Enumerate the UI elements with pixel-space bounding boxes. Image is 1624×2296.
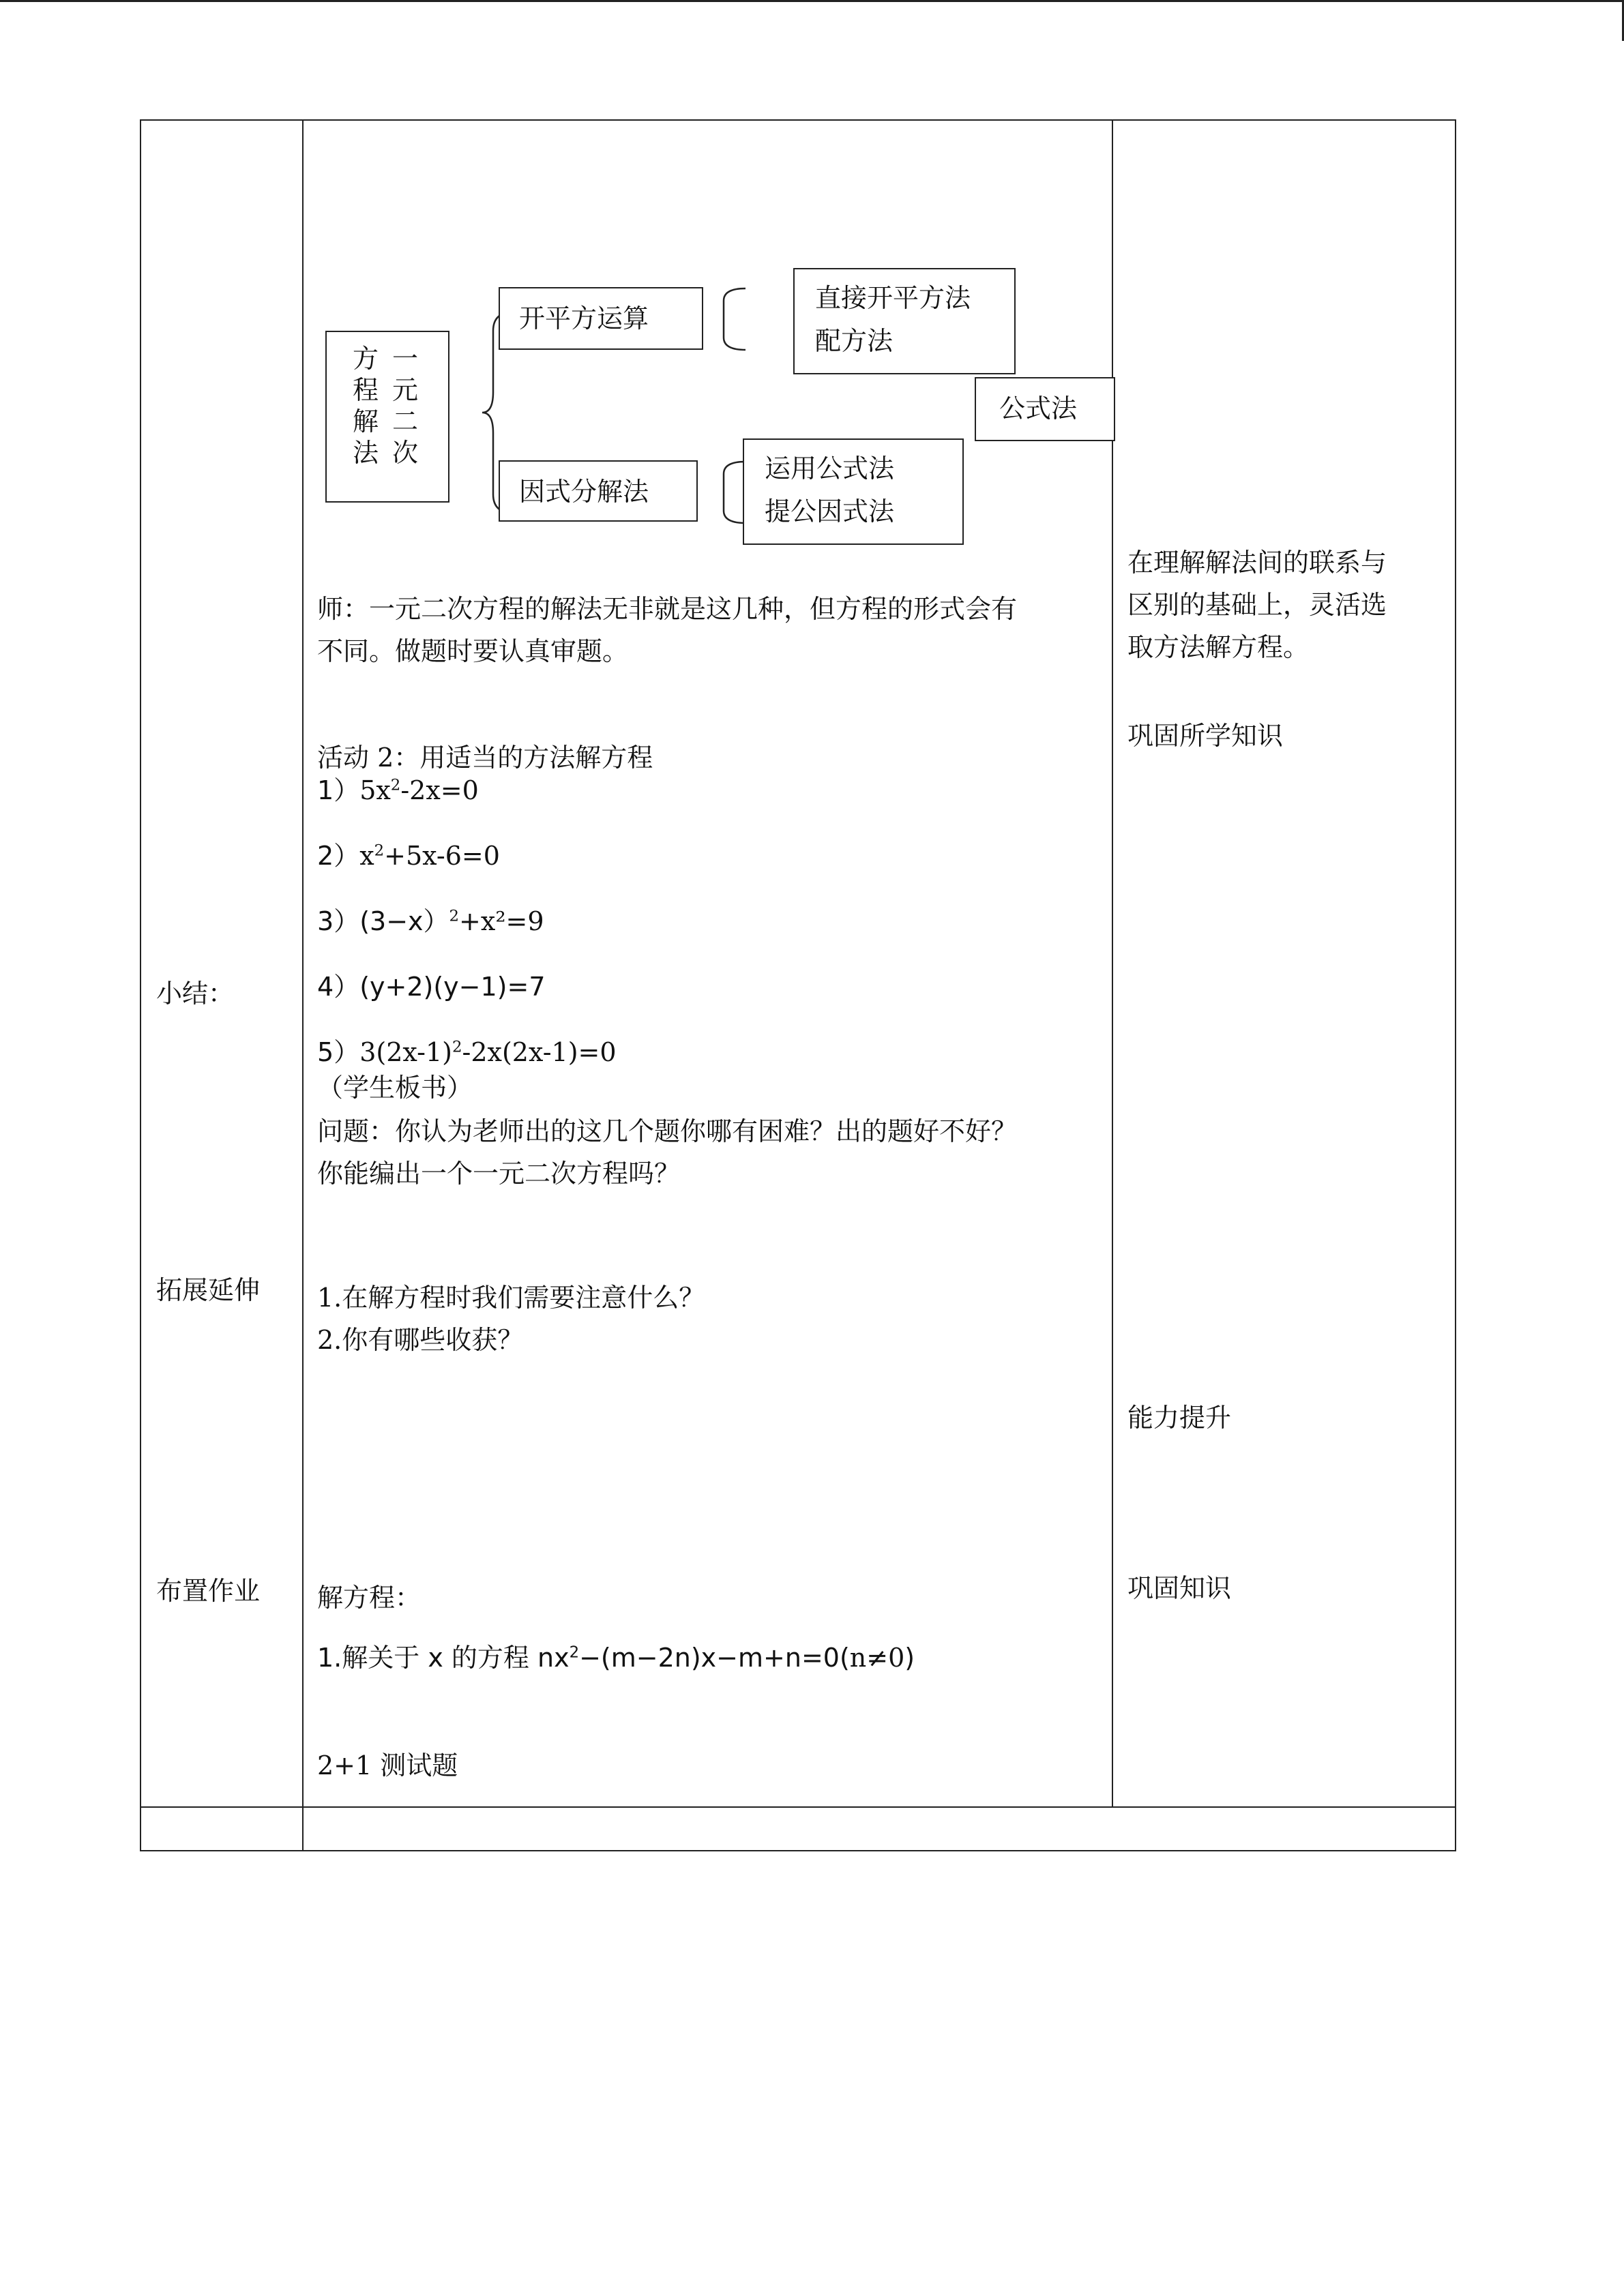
branch-bottom-label: 因式分解法 xyxy=(519,477,649,507)
equation-5: $5)3(2x-1)^2-2x(2x-1)=0$ xyxy=(317,1037,617,1067)
summary-label: 小结： xyxy=(156,979,235,1009)
diagram-root-box xyxy=(325,331,449,503)
table-row-divider xyxy=(140,1806,1456,1808)
note-line-1: 在理解解法间的联系与 xyxy=(1127,548,1387,578)
page-top-border xyxy=(0,0,1624,2)
question-line-2: 你能编出一个一元二次方程吗？ xyxy=(317,1159,681,1189)
note-ability: 能力提升 xyxy=(1127,1403,1232,1433)
board-note: （学生板书） xyxy=(317,1073,473,1103)
equation-4: 4）(y+2)(y−1)=7 xyxy=(317,972,546,1002)
homework-label: 布置作业 xyxy=(156,1576,261,1606)
teacher-line-2: 不同。做题时要认真审题。 xyxy=(317,636,629,666)
column-divider-2 xyxy=(1112,119,1113,1808)
branch-box-bottom xyxy=(499,460,698,522)
root-text-col1: 一元二次 xyxy=(392,344,418,468)
homework-item-1: 1.解关于 x 的方程 $nx^2-(m-2n)x-m+n=0(n\ne 0)$ xyxy=(317,1643,915,1673)
equation-1: $1)5x^2-2x=0$ xyxy=(317,775,479,805)
summary-question-1: 1.在解方程时我们需要注意什么？ xyxy=(317,1283,705,1313)
formula-method-box xyxy=(975,377,1115,441)
summary-question-2: 2.你有哪些收获？ xyxy=(317,1325,524,1355)
table-right-border xyxy=(1455,119,1456,1851)
equation-3: 3）(3−x）$^2$+x²=9 xyxy=(317,906,544,936)
method-completing-square: 配方法 xyxy=(815,326,894,356)
root-text-col2: 方程解法 xyxy=(352,344,379,468)
lesson-table xyxy=(140,119,1456,1851)
test-label: 2+1 测试题 xyxy=(317,1750,458,1780)
top-methods-brace xyxy=(718,287,748,351)
note-line-3: 取方法解方程。 xyxy=(1127,632,1310,662)
activity-title: 活动 2：用适当的方法解方程 xyxy=(317,743,653,773)
method-common-factor: 提公因式法 xyxy=(765,496,895,526)
table-left-border xyxy=(140,119,141,1851)
branch-box-top xyxy=(499,287,703,350)
note-consolidate: 巩固所学知识 xyxy=(1127,721,1284,751)
formula-method-label: 公式法 xyxy=(999,393,1078,423)
equation-2: $2)x^2+5x-6=0$ xyxy=(317,841,500,871)
note-line-2: 区别的基础上，灵活选 xyxy=(1127,590,1387,620)
bottom-methods-box xyxy=(743,438,964,545)
column-divider-1 xyxy=(302,119,304,1851)
extension-label: 拓展延伸 xyxy=(156,1275,261,1305)
teacher-line-1: 师：一元二次方程的解法无非就是这几种，但方程的形式会有 xyxy=(317,594,1018,624)
note-knowledge: 巩固知识 xyxy=(1127,1573,1232,1603)
table-top-border xyxy=(140,119,1456,121)
method-formula-factoring: 运用公式法 xyxy=(765,453,895,483)
top-methods-box xyxy=(793,268,1016,374)
branch-top-label: 开平方运算 xyxy=(519,303,649,333)
question-line-1: 问题：你认为老师出的这几个题你哪有困难？出的题好不好？ xyxy=(317,1116,1018,1146)
table-bottom-border xyxy=(140,1850,1456,1851)
homework-title: 解方程： xyxy=(317,1583,422,1613)
method-direct-sqrt: 直接开平方法 xyxy=(815,283,971,313)
